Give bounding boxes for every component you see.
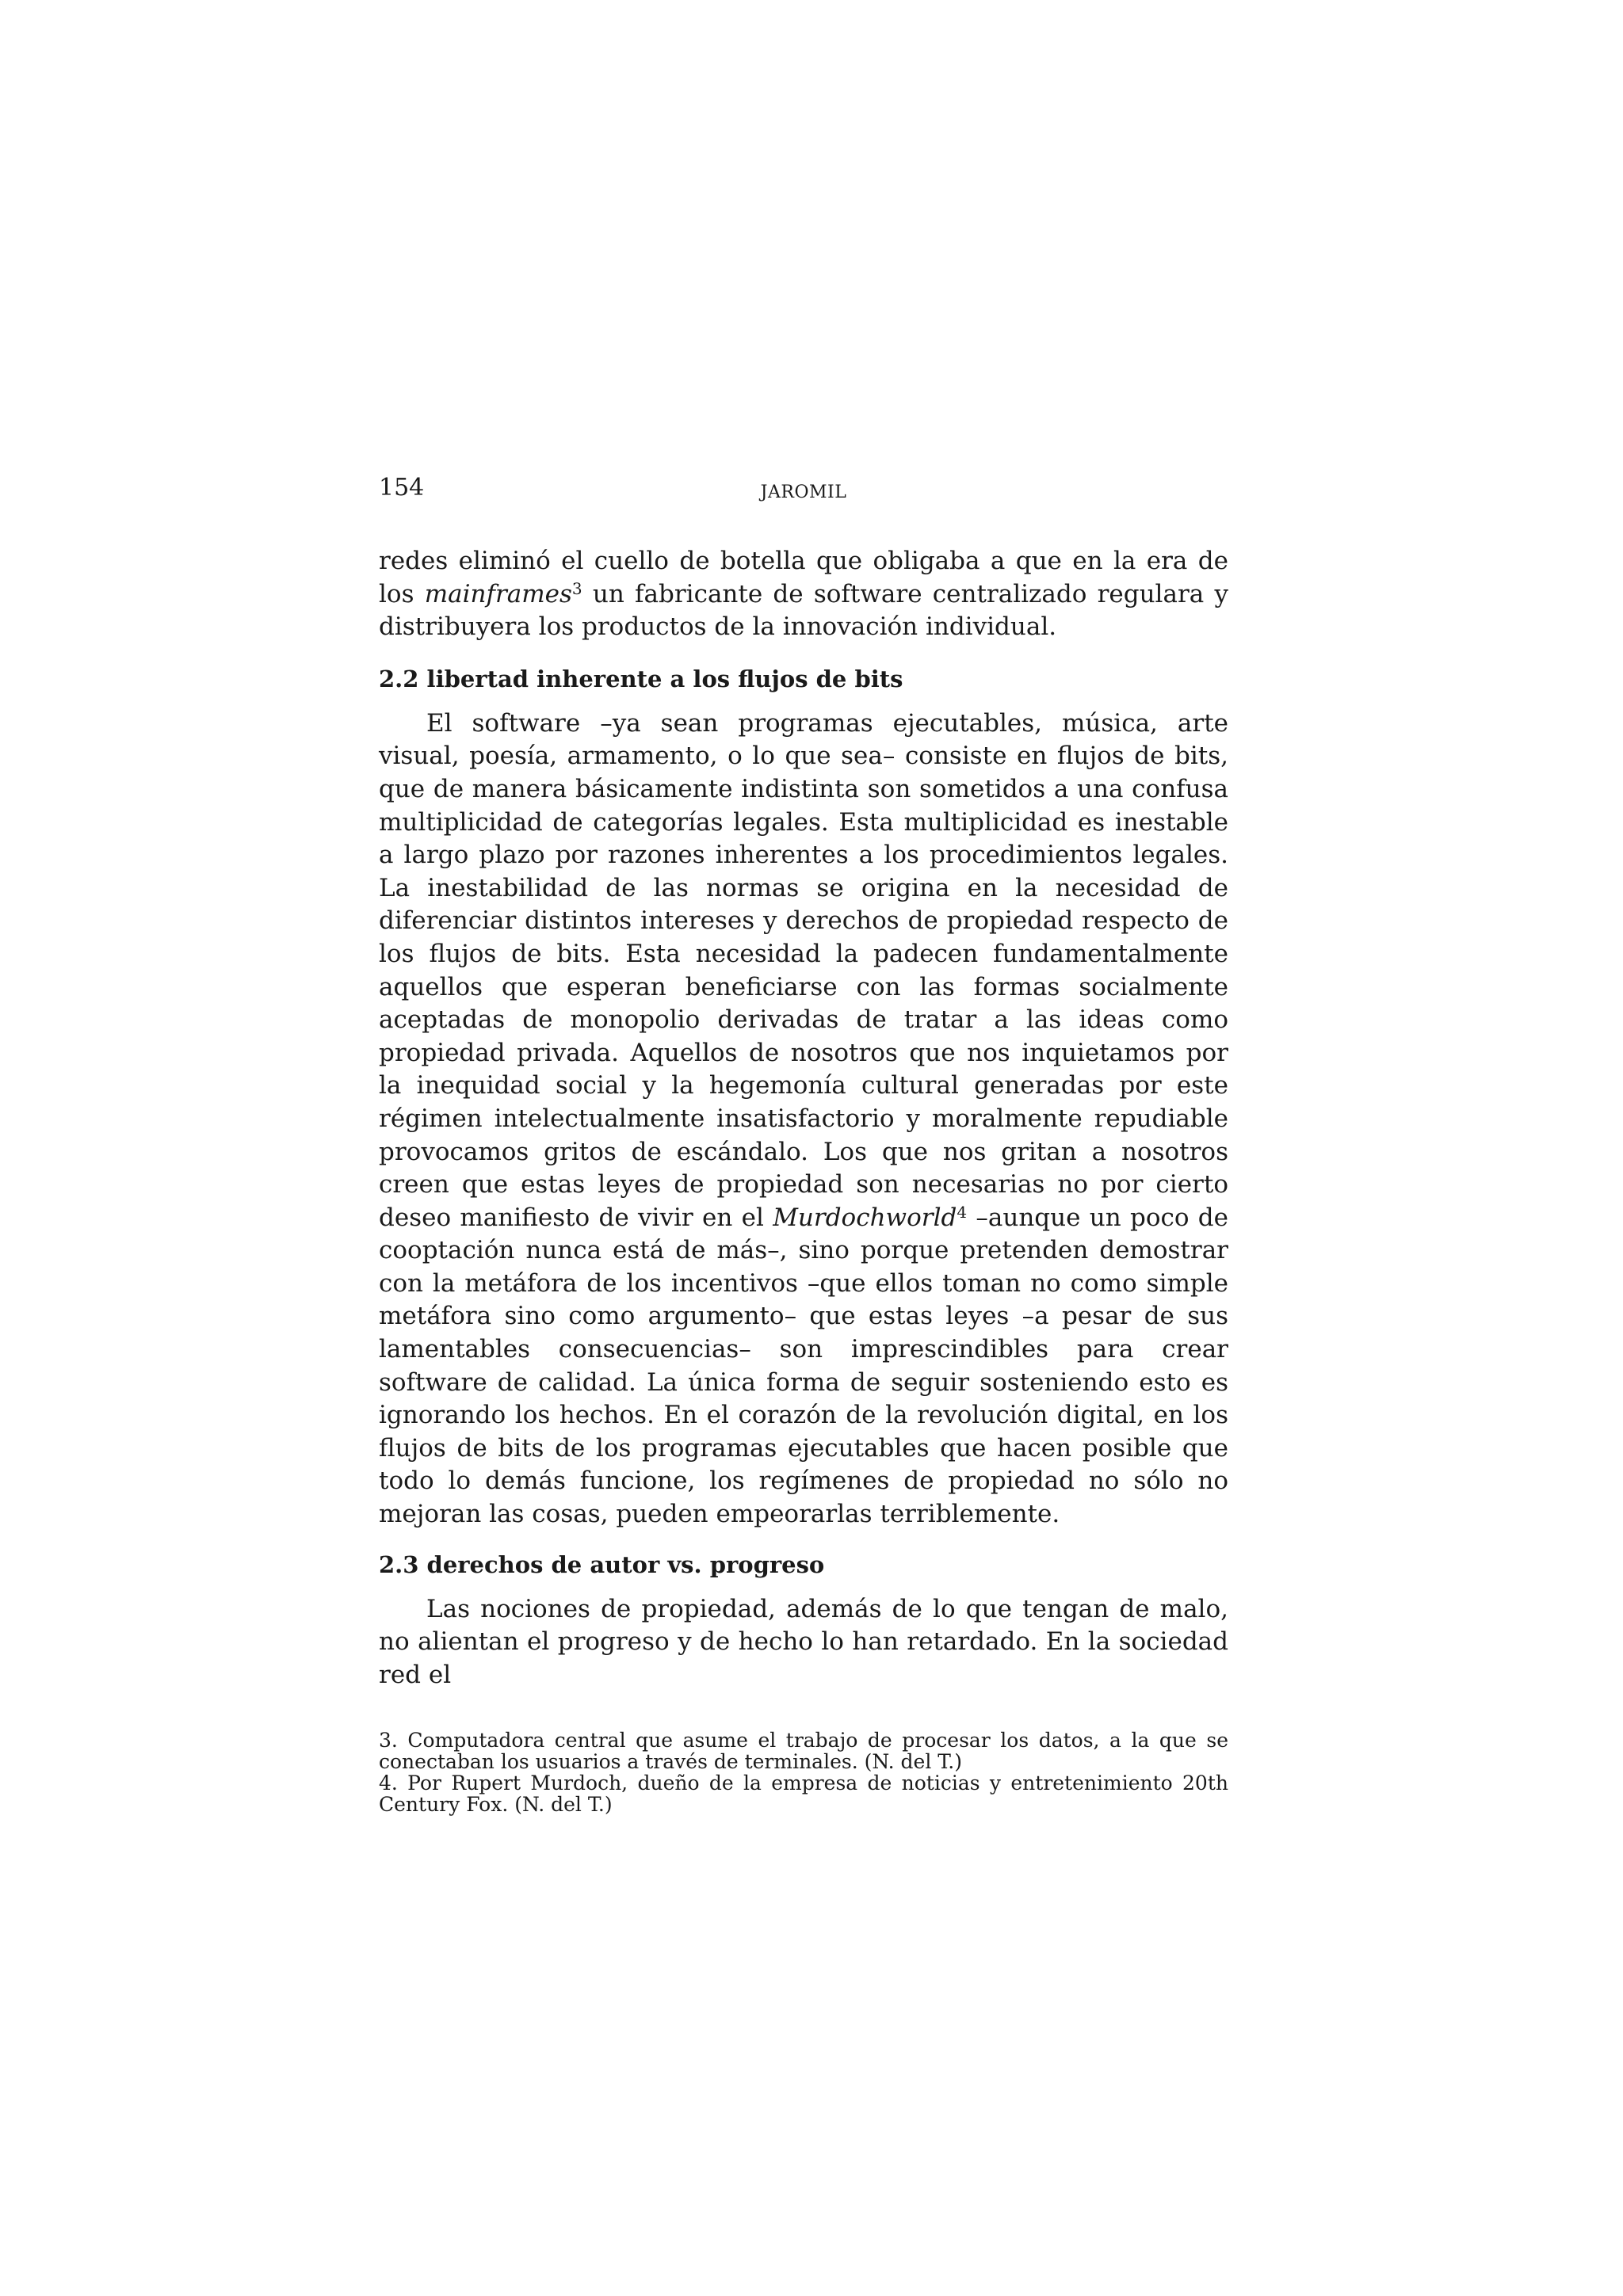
footnote-reference-4: 4 bbox=[957, 1202, 968, 1222]
opening-paragraph-italic-term: mainframes bbox=[424, 579, 572, 608]
footnotes bbox=[379, 1730, 1228, 1815]
page-number: 154 bbox=[379, 474, 425, 502]
book-page bbox=[379, 471, 1228, 1815]
section-2-2-paragraph bbox=[379, 707, 1228, 1531]
opening-paragraph bbox=[379, 545, 1228, 644]
section-2-3-paragraph: Las nociones de propiedad, además de lo que tengan de malo, no alientan el progreso y de hecho lo han retardado. En la sociedad red el bbox=[379, 1594, 1228, 1689]
running-title: JAROMIL bbox=[760, 482, 847, 502]
section-2-2-text-2: –aunque un poco de cooptación nunca está de más–, sino porque pretenden demostrar con la metáfora de los incentivos –que ellos toman no como simple metáfora sino como argumento– que estas leyes –a pesar de sus lamentables consecuencias– son imprescindibles para crear software de calidad. La única forma de seguir sosteniendo esto es ignorando los hechos. En el corazón de la revolución digital, en los flujos de bits de los programas ejecutables que hacen posible que todo lo demás funcione, los regímenes de propiedad no sólo no mejoran las cosas, pueden empeorarlas terriblemente. bbox=[379, 1203, 1229, 1529]
running-head bbox=[379, 471, 1228, 510]
section-heading-2-3: 2.3 derechos de autor vs. progreso bbox=[379, 1550, 825, 1578]
footnote-4: 4. Por Rupert Murdoch, dueño de la empresa de noticias y entretenimiento 20th Century Fox. (N. del T.) bbox=[379, 1772, 1228, 1817]
opening-paragraph-text-2: un fabricante de software centralizado regulara y distribuyera los productos de la innovación individual. bbox=[379, 579, 1229, 642]
section-2-2-text-1: El software –ya sean programas ejecutables, música, arte visual, poesía, armamento, o lo que sea– consiste en flujos de bits, que de manera básicamente indistinta son sometidos a una confusa multiplicidad de categorías legales. Esta multiplicidad es inestable a largo plazo por razones inherentes a los procedimientos legales. La inestabilidad de las normas se origina en la necesidad de diferenciar distintos intereses y derechos de propiedad respecto de los flujos de bits. Esta necesidad la padecen fundamentalmente aquellos que esperan beneficiarse con las formas socialmente aceptadas de monopolio derivadas de tratar a las ideas como propiedad privada. Aquellos de nosotros que nos inquietamos por la inequidad social y la hegemonía cultural generadas por este régimen intelectualmente insatisfactorio y moralmente repudiable provocamos gritos de escándalo. Los que nos gritan a nosotros creen que estas leyes de propiedad son necesarias no por cierto deseo manifiesto de vivir en el bbox=[379, 708, 1228, 1232]
section-heading-2-2: 2.2 libertad inherente a los flujos de bits bbox=[379, 665, 903, 692]
opening-paragraph-text-1: redes eliminó el cuello de botella que obligaba a que en la era de los bbox=[379, 547, 1228, 608]
section-2-2-italic-term: Murdochworld bbox=[773, 1203, 957, 1232]
footnote-reference-3: 3 bbox=[571, 578, 582, 598]
footnote-3: 3. Computadora central que asume el trabajo de procesar los datos, a la que se conectaban los usuarios a través de terminales. (N. del T.) bbox=[379, 1729, 1228, 1774]
